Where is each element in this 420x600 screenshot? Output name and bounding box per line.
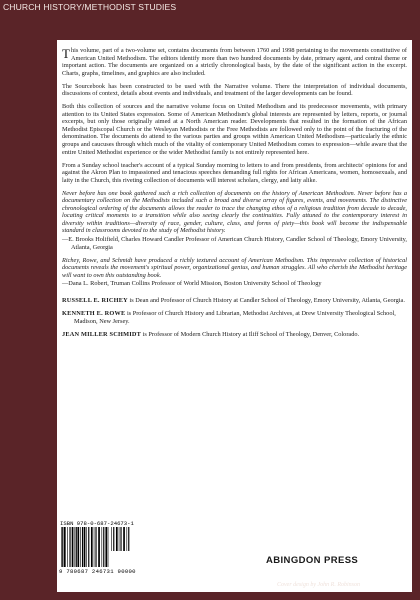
cover-text	[62, 47, 407, 344]
editor-name-1: RUSSELL E. RICHEY	[62, 297, 128, 305]
description-paragraph-4: From a Sunday school teacher's account of a typical Sunday morning to letters to and from presidents, from architects' opinions for and against the Akron Plan to impassioned and tenacious speeches demanding full rights for African Americans, women, homosexuals, and laity in the Church, this riveting collection of documents will interest scholars, clergy, and laity alike.	[62, 161, 407, 184]
description-paragraph-1: This volume, part of a two-volume set, contains documents from between 1760 and 1998 pertaining to the movements constitutive of American United Methodism. The editors identify more than two hundred documents by date, primary agent, and central theme or important action. The documents are organized on a strictly chronological basis, by the date of the significant action in the excerpt. Charts, graphs, timelines, and graphics are also included.	[62, 45, 407, 77]
editor-name-2: KENNETH E. ROWE	[62, 310, 126, 318]
barcode	[57, 518, 137, 577]
publisher-name: ABINGDON PRESS	[266, 555, 359, 566]
endorsement-attribution-2: —Dana L. Robert, Truman Collins Professor of World Mission, Boston University School of Theology	[62, 280, 322, 288]
barcode-supplement-bars	[111, 527, 133, 551]
editor-name-3: JEAN MILLER SCHMIDT	[62, 330, 142, 338]
text-panel	[57, 40, 412, 592]
editor-bio-1: RUSSELL E. RICHEY is Dean and Professor of Church History at Candler School of Theology, Emory University, Atlanta, Georgia.	[62, 297, 405, 305]
endorsement-quote-2: Richey, Rowe, and Schmidt have produced a richly textured account of American Methodism. This impressive collection of historical documents reveals the movement's spiritual power, organizational genius, and human struggles. All who cherish the Methodist heritage will want to own this outstanding book.	[62, 256, 407, 279]
description-paragraph-2: The Sourcebook has been constructed to be used with the Narrative volume. There the interpretation of individual documents, discussions of context, details about events and individuals, and treatment of the larger developments can be found.	[62, 82, 407, 98]
editor-bio-3: JEAN MILLER SCHMIDT is Professor of Modern Church History at Iliff School of Theology, Denver, Colorado.	[62, 330, 360, 338]
category-label: CHURCH HISTORY/METHODIST STUDIES	[3, 2, 177, 12]
cover-design-credit: Cover design by John R. Robinson	[277, 582, 360, 588]
description-paragraph-3: Both this collection of sources and the narrative volume focus on United Methodism and its predecessor movements, with primary attention to its United States expression. Some of American Methodism's global interests are represented by letters, reports, or journal excerpts, but only those originally aimed at a North American reader. Developments that resulted in the formation of the African Methodist Episcopal Church or the Wesleyan Methodists or the Free Methodists are followed only to the point of the fracturing of the denomination. The documents do attend to the various parties and groups within American United Methodism—particularly the ethnic groups and caucuses through which much of the vitality of contemporary United Methodism comes to expression—while aware that the entire United Methodist experience or the wider Methodist family is not entirely represented here.	[62, 103, 407, 156]
ean-number: 9 780687 246731 90000	[59, 568, 136, 575]
editor-bio-2: KENNETH E. ROWE is Professor of Church History and Librarian, Methodist Archives, at Drew University Theological School, Madison, New Jersey.	[62, 310, 396, 325]
endorsement-attribution-1: —E. Brooks Holifield, Charles Howard Candler Professor of American Church History, Candler School of Theology, Emory University, Atlanta, Georgia	[62, 236, 407, 251]
isbn-number: ISBN 978-0-687-24673-1	[60, 520, 134, 527]
endorsement-quote-1: Never before has one book gathered such a rich collection of documents on the history of American Methodism. Never before has a documentary collection on the Methodists included such a broad and diverse array of figures, events, and movements. The distinctive chronological ordering of the documents allows the reader to trace the changing ethos of a religious tradition from decade to decade, locating critical moments to a transition while also seeing clearly the continuities. Fully attuned to the contemporary interest in diversity within traditions—diversity of race, gender, culture, class, and forms of piety—this book will become the indispensable standard in classrooms devoted to the study of Methodist history.	[62, 189, 407, 235]
drop-cap: T	[62, 45, 70, 61]
price-code: 90000	[117, 568, 136, 575]
